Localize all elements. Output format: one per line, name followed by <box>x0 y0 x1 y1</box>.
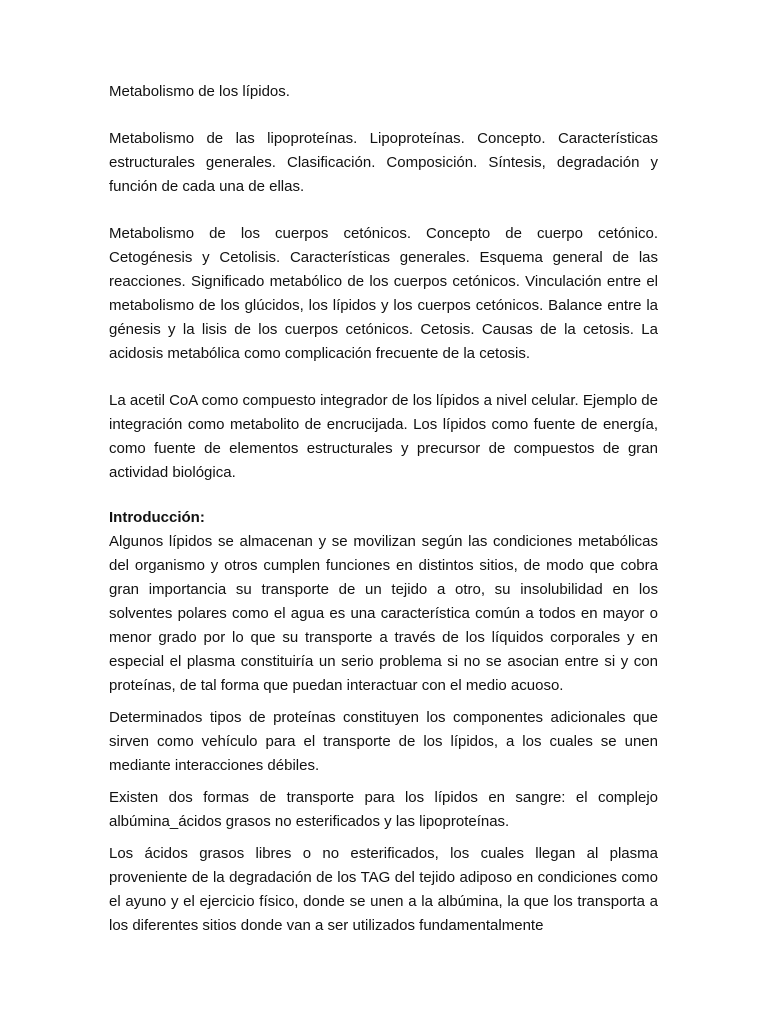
introduction-heading: Introducción: <box>109 509 205 526</box>
document-title: Metabolismo de los lípidos. <box>109 83 290 100</box>
paragraph-acetyl-coa: La acetil CoA como compuesto integrador de los lípidos a nivel celular. Ejemplo de integración como metabolito de encrucijada. Los lípidos como fuente de energía, como fuente de elementos estructurales y precursor de compuestos de gran actividad biológica. <box>109 392 658 481</box>
introduction-paragraph: Determinados tipos de proteínas constituyen los componentes adicionales que sirven como vehículo para el transporte de los lípidos, a los cuales se unen mediante interacciones débiles. <box>109 709 658 774</box>
introduction-paragraph: Existen dos formas de transporte para los lípidos en sangre: el complejo albúmina_ácidos grasos no esterificados y las lipoproteínas. <box>109 789 658 830</box>
paragraph-ketone-bodies: Metabolismo de los cuerpos cetónicos. Concepto de cuerpo cetónico. Cetogénesis y Cetolisis. Características generales. Esquema general de las reacciones. Significado metabólico de los cuerpos cetónicos. Vinculación entre el metabolismo de los glúcidos, los lípidos y los cuerpos cetónicos. Balance entre la génesis y la lisis de los cuerpos cetónicos. Cetosis. Causas de la cetosis. La acidosis metabólica como complicación frecuente de la cetosis. <box>109 225 658 362</box>
document-page <box>109 80 658 938</box>
introduction-paragraph: Los ácidos grasos libres o no esterificados, los cuales llegan al plasma proveniente de la degradación de los TAG del tejido adiposo en condiciones como el ayuno y el ejercicio físico, donde se unen a la albúmina, la que los transporta a los diferentes sitios donde van a ser utilizados fundamentalmente <box>109 845 658 934</box>
paragraph-lipoproteins: Metabolismo de las lipoproteínas. Lipoproteínas. Concepto. Características estructurales generales. Clasificación. Composición. Síntesis, degradación y función de cada una de ellas. <box>109 130 658 195</box>
introduction-paragraph: Algunos lípidos se almacenan y se movilizan según las condiciones metabólicas del organismo y otros cumplen funciones en distintos sitios, de modo que cobra gran importancia su transporte de un tejido a otro, su insolubilidad en los solventes polares como el agua es una característica común a todos en mayor o menor grado por lo que su transporte a través de los líquidos corporales y en especial el plasma constituiría un serio problema si no se asocian entre si y con proteínas, de tal forma que puedan interactuar con el medio acuoso. <box>109 533 658 694</box>
